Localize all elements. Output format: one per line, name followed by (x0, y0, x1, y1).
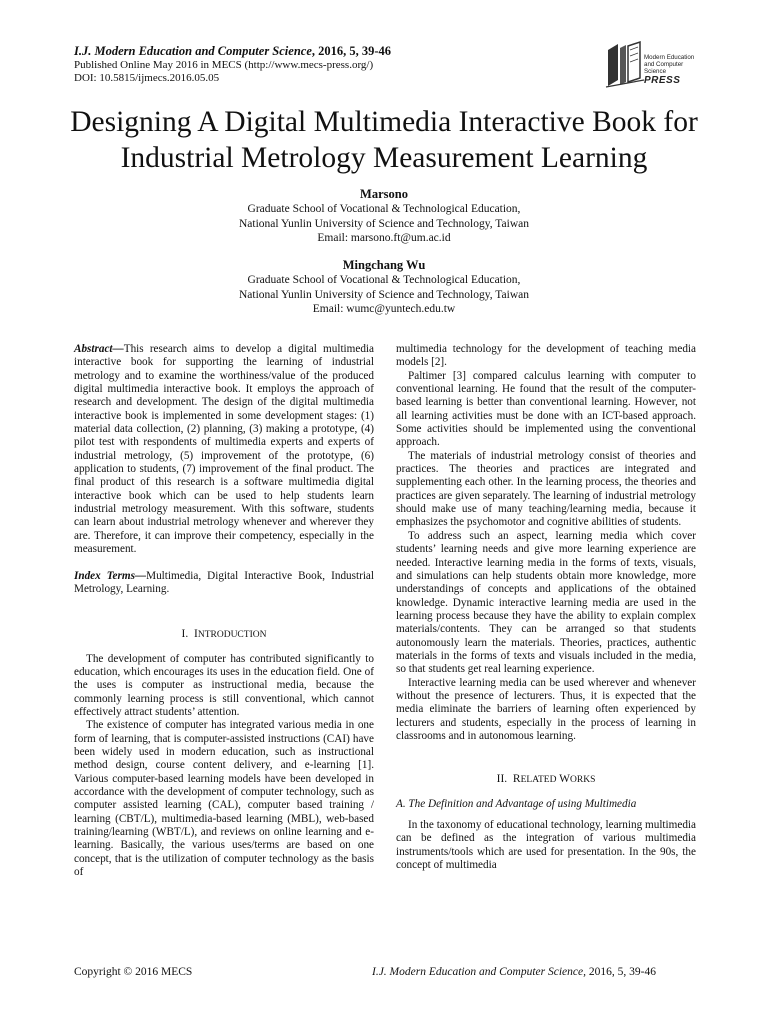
right-column (396, 343, 696, 872)
footer-copyright: Copyright © 2016 MECS (74, 966, 193, 978)
logo-press: PRESS (644, 75, 681, 86)
journal-header (74, 44, 574, 85)
author-name: Mingchang Wu (342, 258, 426, 272)
footer-journal (372, 966, 656, 978)
author-email: Email: wumc@yuntech.edu.tw (312, 303, 456, 315)
author-1 (0, 186, 768, 246)
author-email: Email: marsono.ft@um.ac.id (317, 232, 451, 244)
published-info: Published Online May 2016 in MECS (http://www.mecs-press.org/) (74, 59, 374, 71)
paragraph: Interactive learning media can be used wherever and whenever without the presence of lecturers. Thus, it is expected that the media eliminate the barriers of learning often experienced by lecturers and students, especially in the process of learning in classrooms and in autonomous learning. (396, 676, 696, 742)
paragraph: Paltimer [3] compared calculus learning with computer to conventional learning. He found that the result of the computer-based learning is better than conventional learning. However, not all learning activities must be done with an ICT-based approach. Some activities should be implemented using the conventional approach. (396, 369, 696, 449)
author-affiliation: Graduate School of Vocational & Technological Education, (247, 203, 521, 215)
author-affiliation: National Yunlin University of Science and Technology, Taiwan (239, 288, 529, 301)
footer-volume: 2016, 5, 39-46 (585, 966, 656, 978)
author-affiliation: Graduate School of Vocational & Technological Education, (247, 274, 521, 286)
abstract (74, 343, 374, 557)
journal-volume: , 2016, 5, 39-46 (311, 44, 392, 58)
logo-text (644, 54, 704, 86)
section-heading-introduction: I. INTRODUCTION (181, 628, 267, 641)
journal-line (74, 44, 574, 59)
paragraph: To address such an aspect, learning media which cover students’ learning needs and give more learning experience are needed. Interactive learning media in the forms of texts, visuals, and simulations can help students obtain more knowledge, more understandings of concepts and applications of the obtained knowledge. Dynamic interactive learning media are used in the learning process because they have the ability to explain complex materials/contents. They can be arranged so that students autonomously learn the materials. Theories, practices, authentic materials in the forms of texts and visuals included in the media, so that students get real learning experience. (396, 529, 696, 676)
paper-title: Designing A Digital Multimedia Interactive Book for Industrial Metrology Measurement Learning (70, 106, 698, 174)
abstract-text: This research aims to develop a digital multimedia interactive book for supporting the learning of industrial metrology and to examine the worthiness/value of the produced digital multimedia interactive book. It employs the approach of research and development. The design of the digital multimedia interactive book is implemented in some development stages: (1) material data collection, (2) planning, (3) making a prototype, (4) pilot test with respondents of multimedia experts and experts of industrial metrology, (5) improvement of the prototype, (6) application to students, (7) improvement of the final product. The final product of this research is a software multimedia digital interactive book which can be used to help students learn industrial metrology measurement. With this software, students can learn about industrial metrology whenever and wherever they are. Therefore, it can improve their competency, especially in the measurement. (74, 343, 374, 556)
logo-line1: Modern Education (644, 54, 695, 61)
subsection-heading: A. The Definition and Advantage of using Multimedia (396, 797, 637, 810)
publisher-logo (604, 40, 704, 90)
author-2 (0, 257, 768, 317)
paragraph: The materials of industrial metrology consist of theories and practices. The theories and practices are integrated and supplementing each other. In the learning process, the theories and practices are given separately. The learning of industrial metrology should make use of many teaching/learning media, because it emphasizes the psychomotor and cognitive abilities of students. (396, 449, 696, 529)
paragraph: The existence of computer has integrated various media in one form of learning, that is computer-assisted instructions (CAI) have been widely used in modern education, such as instructional method design, course content delivery, and e-learning [1]. Various computer-based learning models have been developed in accordance with the development of computer technology, such as computer assisted learning (CAL), computer based training / learning (CBT/L), multimedia-based learning (MBL), web-based training/learning (WBT/L), and reviews on online learning and e-learning. Basically, the various uses/terms are based on one concept, that is the utilization of computer technology as the basis of (74, 719, 374, 879)
index-terms-label: Index Terms— (74, 569, 147, 582)
footer-journal-name: I.J. Modern Education and Computer Science, (372, 966, 586, 978)
journal-name: I.J. Modern Education and Computer Science (74, 44, 312, 58)
paragraph: The development of computer has contributed significantly to education, which encourages its uses in the education field. One of the uses is computer as instructional media, because the commonly learning process is still conventional, which cannot effectively attract students’ attention. (74, 652, 374, 718)
author-name: Marsono (360, 187, 408, 201)
index-terms-text: Multimedia, Digital Interactive Book, Industrial Metrology, Learning. (74, 569, 374, 595)
doi: DOI: 10.5815/ijmecs.2016.05.05 (74, 72, 220, 84)
left-column (74, 343, 374, 879)
index-terms (74, 570, 374, 597)
paragraph: multimedia technology for the development of teaching media models [2]. (396, 343, 696, 369)
abstract-label: Abstract— (74, 343, 124, 355)
section-heading-related-works: II. RELATED WORKS (496, 773, 596, 786)
logo-line2: and Computer Science (644, 61, 684, 75)
books-icon (604, 40, 648, 90)
paragraph: In the taxonomy of educational technology, learning multimedia can be defined as the integration of various multimedia instruments/tools which are used for presentation. In the 90s, the concept of multimedia (396, 819, 696, 872)
author-affiliation: National Yunlin University of Science and Technology, Taiwan (239, 217, 529, 230)
